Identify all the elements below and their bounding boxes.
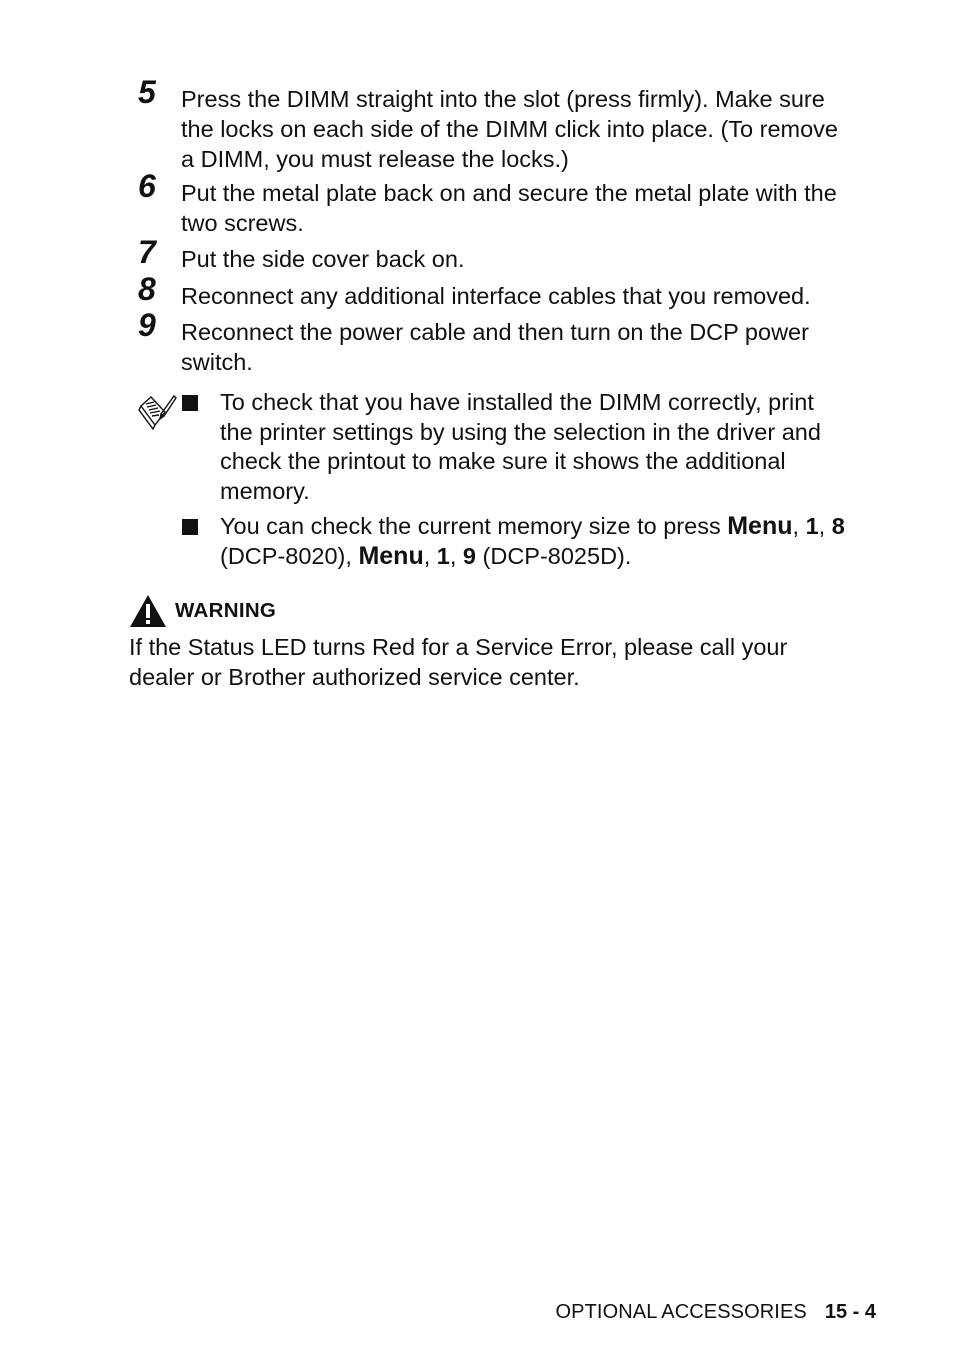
- key-1: 1: [436, 542, 450, 569]
- step-number: 9: [138, 307, 156, 343]
- warning-label: WARNING: [175, 599, 277, 622]
- separator: ,: [449, 542, 463, 569]
- step-6: [138, 168, 888, 238]
- note-text: To check that you have installed the DIMM correctly, print the printer settings by using the selection in the driver and check the printout to make sure it shows the additional memory.: [220, 389, 821, 504]
- warning-triangle-icon: [129, 594, 167, 628]
- step-number: 6: [138, 168, 156, 204]
- note-item-2: [182, 512, 882, 571]
- step-5: [138, 74, 888, 174]
- separator: ,: [818, 513, 832, 539]
- note-pad-icon: [137, 392, 177, 432]
- step-text: Reconnect any additional interface cables that you removed.: [181, 283, 811, 309]
- note-text-prefix: You can check the current memory size to press: [220, 513, 728, 539]
- step-9: [138, 307, 888, 377]
- menu-key: Menu: [727, 512, 793, 540]
- step-number: 7: [138, 234, 156, 270]
- bullet-square: [182, 395, 198, 411]
- warning-heading: [129, 594, 276, 628]
- footer-section-title: OPTIONAL ACCESSORIES: [555, 1301, 807, 1323]
- note-text: [220, 512, 882, 571]
- menu-key: Menu: [358, 541, 424, 570]
- warning-text: If the Status LED turns Red for a Service Error, please call your dealer or Brother authorized service center.: [129, 634, 788, 690]
- step-number: 5: [138, 74, 156, 110]
- step-7: [138, 234, 888, 274]
- step-8: [138, 271, 888, 311]
- note-item-1: [182, 388, 882, 506]
- step-number: 8: [138, 271, 156, 307]
- key-9: 9: [462, 542, 476, 569]
- model-dcp-8025d: (DCP-8025D).: [476, 542, 632, 569]
- page-number: 15 - 4: [824, 1301, 876, 1323]
- model-dcp-8020: (DCP-8020),: [220, 542, 359, 569]
- separator: ,: [423, 542, 437, 569]
- step-text: Press the DIMM straight into the slot (press firmly). Make sure the locks on each side of the DIMM click into place. (To remove a DIMM, you must release the locks.): [181, 86, 838, 172]
- separator: ,: [792, 513, 806, 539]
- step-text: Put the metal plate back on and secure the metal plate with the two screws.: [181, 180, 837, 236]
- key-1: 1: [805, 513, 819, 539]
- step-text: Put the side cover back on.: [181, 246, 465, 272]
- page-footer: [556, 1300, 876, 1324]
- bullet-square: [182, 519, 198, 535]
- step-text: Reconnect the power cable and then turn on the DCP power switch.: [181, 319, 809, 375]
- key-8: 8: [831, 513, 845, 539]
